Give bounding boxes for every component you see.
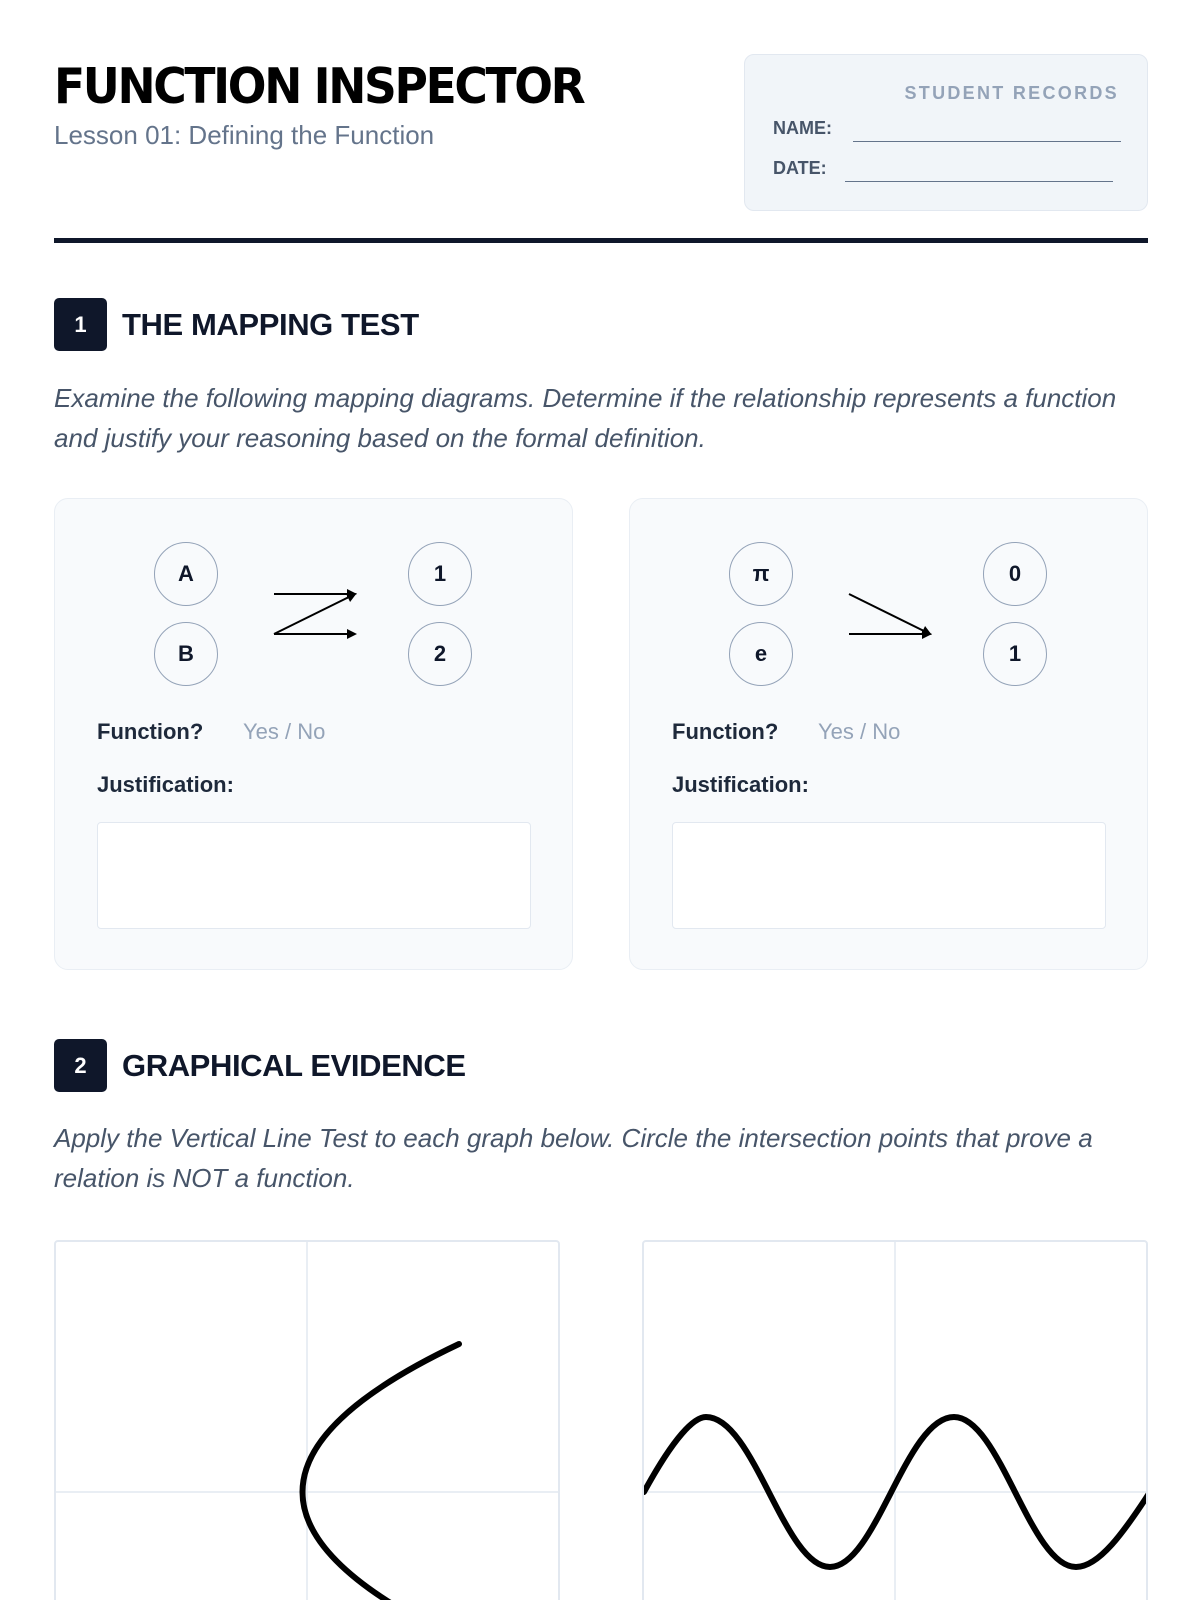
mapping-card-2 <box>629 498 1148 970</box>
domain-node: A <box>154 542 218 606</box>
yes-no-choice[interactable]: Yes / No <box>818 719 901 744</box>
date-field[interactable] <box>845 181 1113 182</box>
worksheet-header <box>54 0 1148 245</box>
name-label: NAME: <box>773 118 832 138</box>
function-question-label: Function? <box>97 719 204 744</box>
section-1-badge: 1 <box>54 298 107 351</box>
mapping-arrows <box>630 499 1149 699</box>
name-field[interactable] <box>853 141 1121 142</box>
page-title: FUNCTION INSPECTOR <box>54 58 584 115</box>
section-1-title: THE MAPPING TEST <box>122 306 419 342</box>
domain-node: B <box>154 622 218 686</box>
function-question-label: Function? <box>672 719 779 744</box>
date-label: DATE: <box>773 158 827 178</box>
range-node: 2 <box>408 622 472 686</box>
student-records-box <box>744 54 1148 211</box>
graph-panel-1 <box>54 1240 560 1600</box>
domain-node: π <box>729 542 793 606</box>
justification-input[interactable] <box>97 822 531 929</box>
mapping-arrows <box>55 499 574 699</box>
sideways-parabola-graph <box>56 1242 560 1600</box>
section-2-instructions: Apply the Vertical Line Test to each graph below. Circle the intersection points that prove a relation is NOT a function. <box>54 1123 1093 1193</box>
yes-no-choice[interactable]: Yes / No <box>243 719 326 744</box>
section-2-heading <box>54 1039 466 1092</box>
mapping-card-1 <box>54 498 573 970</box>
worksheet-page <box>54 0 1148 1193</box>
sine-wave-graph <box>644 1242 1148 1600</box>
range-node: 1 <box>983 622 1047 686</box>
graph-panel-2 <box>642 1240 1148 1600</box>
range-node: 1 <box>408 542 472 606</box>
domain-node: e <box>729 622 793 686</box>
section-2-badge: 2 <box>54 1039 107 1092</box>
section-1-heading <box>54 298 419 351</box>
justification-label: Justification: <box>97 772 234 797</box>
justification-input[interactable] <box>672 822 1106 929</box>
section-2-title: GRAPHICAL EVIDENCE <box>122 1047 466 1083</box>
header-divider <box>54 238 1148 243</box>
range-node: 0 <box>983 542 1047 606</box>
justification-label: Justification: <box>672 772 809 797</box>
student-records-title: STUDENT RECORDS <box>904 83 1119 103</box>
lesson-subtitle: Lesson 01: Defining the Function <box>54 120 435 150</box>
section-1-instructions: Examine the following mapping diagrams. Determine if the relationship represents a function and justify your reasoning based on the formal definition. <box>54 383 1117 453</box>
